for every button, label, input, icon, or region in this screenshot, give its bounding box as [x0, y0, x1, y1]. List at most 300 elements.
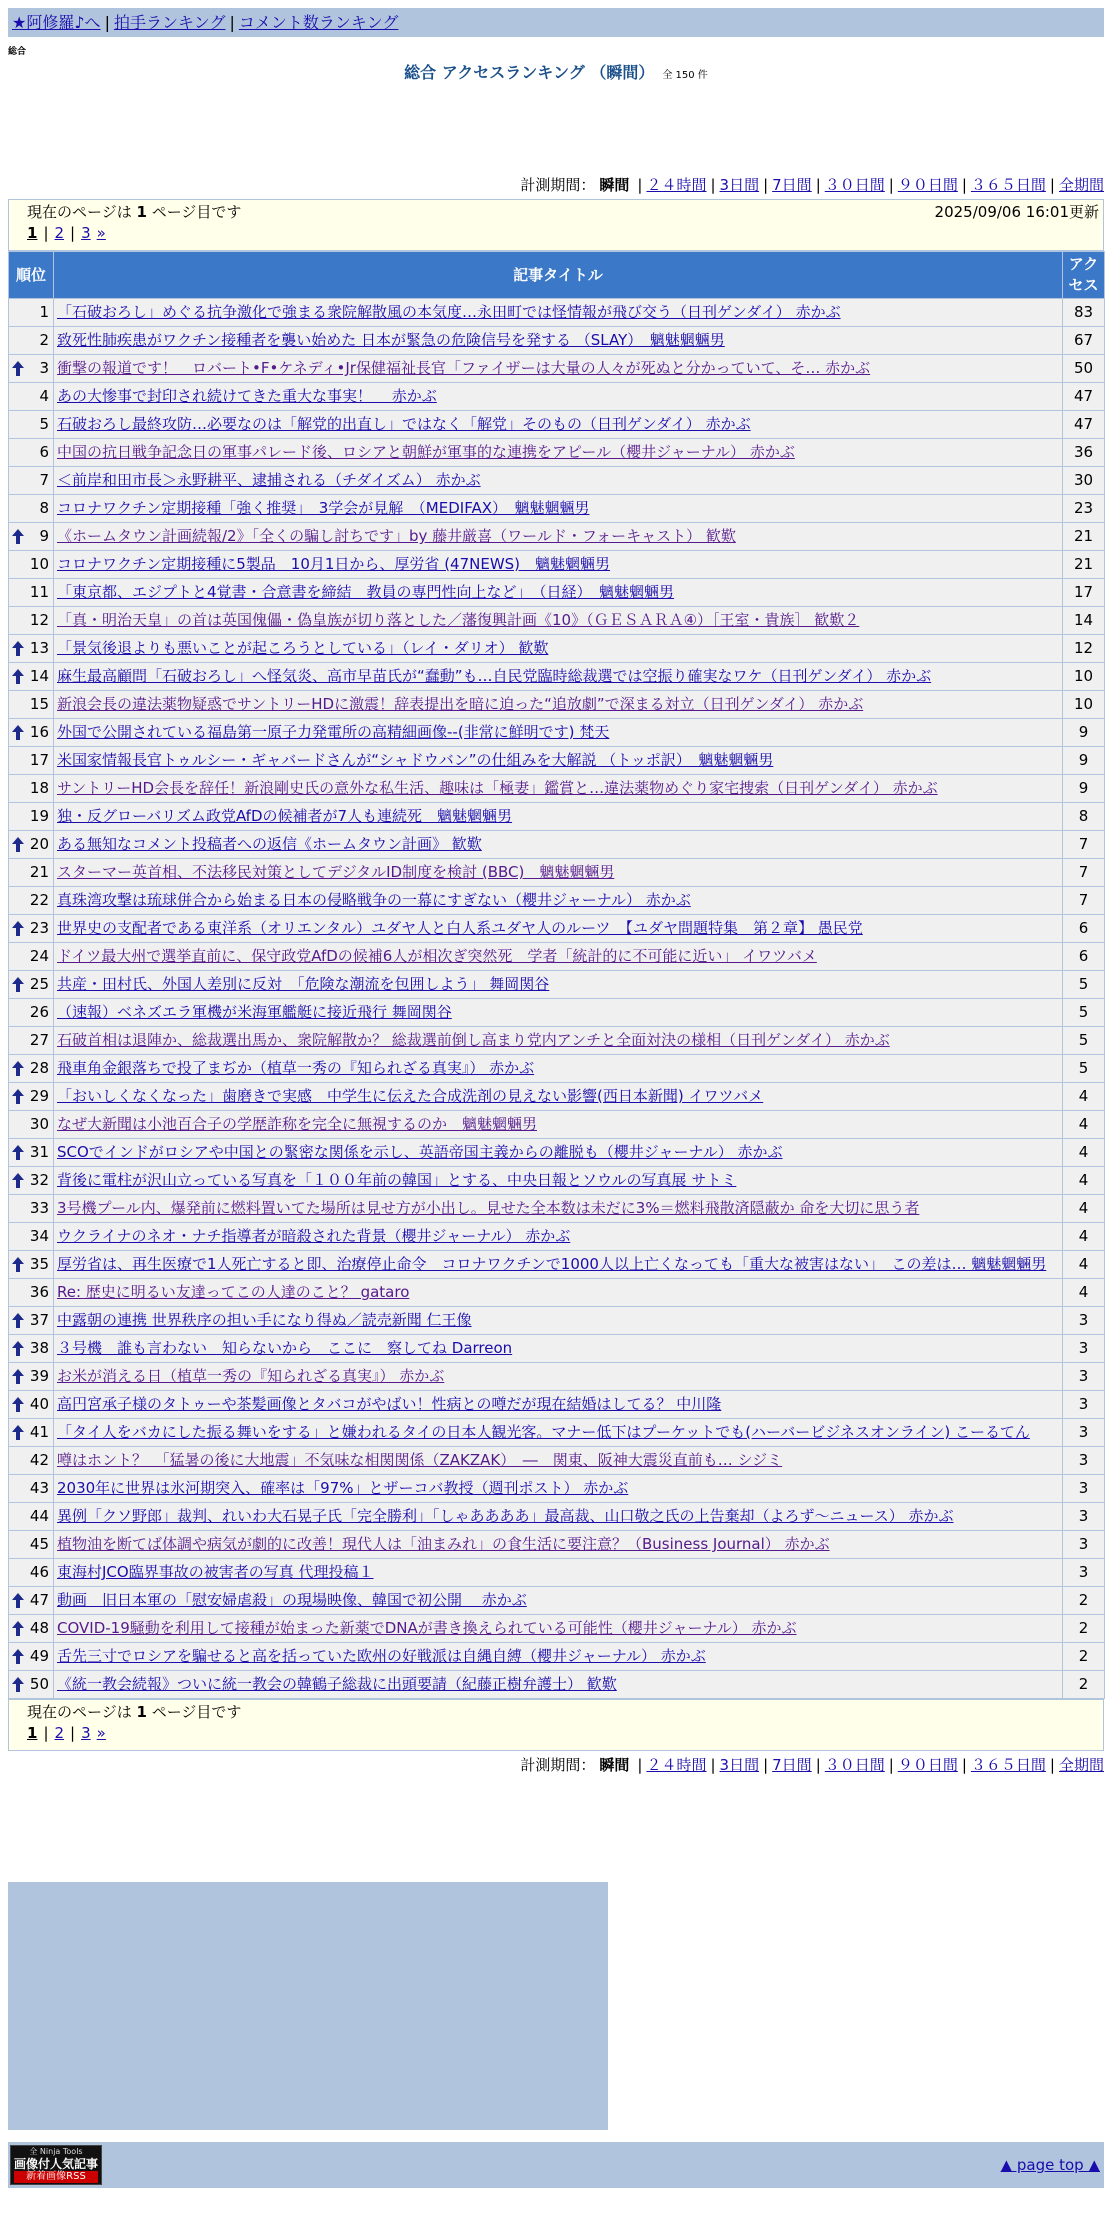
title-cell	[54, 859, 1063, 887]
table-row	[9, 355, 1105, 383]
article-title-link[interactable]: コロナワクチン定期接種「強く推奨」 3学会が見解 （MEDIFAX） 魑魅魍魎男	[57, 499, 590, 517]
access-count: 2	[1063, 1615, 1105, 1643]
article-title-link[interactable]: 「石破おろし」めぐる抗争激化で強まる衆院解散風の本気度…永田町では怪情報が飛び交う（日刊ゲンダイ） 赤かぶ	[57, 303, 841, 321]
table-row	[9, 1643, 1105, 1671]
page-info-bottom	[8, 1699, 1104, 1751]
table-row	[9, 1279, 1105, 1307]
rank-number: 45	[29, 1535, 49, 1553]
article-title-link[interactable]: 真珠湾攻撃は琉球併合から始まる日本の侵略戦争の一幕にすぎない（櫻井ジャーナル） 赤かぶ	[57, 891, 691, 909]
article-title-link[interactable]: （速報）ベネズエラ軍機が米海軍艦艇に接近飛行 舞岡関谷	[57, 1003, 452, 1021]
rank-number: 41	[29, 1423, 49, 1441]
access-count: 47	[1063, 411, 1105, 439]
article-title-link[interactable]: ３号機 誰も言わない 知らないから ここに 察してね Darreon	[57, 1339, 513, 1357]
table-row	[9, 1251, 1105, 1279]
table-row	[9, 1475, 1105, 1503]
table-row	[9, 1195, 1105, 1223]
article-title-link[interactable]: 飛車角金銀落ちで投了まぢか（植草一秀の『知られざる真実』） 赤かぶ	[57, 1059, 535, 1077]
rank-number: 31	[29, 1143, 49, 1161]
col-access-header: アクセス	[1063, 252, 1105, 299]
article-title-link[interactable]: 「タイ人をバカにした振る舞いをする」と嫌われるタイの日本人観光客。マナー低下はプーケットでも(ハーバービジネスオンライン) こーるてん	[57, 1423, 1030, 1441]
nav-comment-ranking-link[interactable]: コメント数ランキング	[238, 13, 399, 32]
rank-cell	[9, 1139, 54, 1167]
rank-number: 33	[29, 1199, 49, 1217]
title-cell	[54, 1391, 1063, 1419]
article-title-link[interactable]: 「真・明治天皇」の首は英国傀儡・偽皇族が切り落とした／藩復興計画《10》（ＧＥＳＡＲＡ④）［王室・貴族］ 歓歎２	[57, 611, 860, 629]
period-separator: |	[637, 176, 643, 194]
rank-number: 46	[29, 1563, 49, 1581]
period-link[interactable]: 3日間	[719, 1756, 760, 1774]
title-cell	[54, 887, 1063, 915]
period-separator: |	[888, 176, 894, 194]
article-title-link[interactable]: 米国家情報長官トゥルシー・ギャバードさんが“シャドウバン”の仕組みを大解説 （トッポ訳） 魑魅魍魎男	[57, 751, 774, 769]
article-title-link[interactable]: SCOでインドがロシアや中国との緊密な関係を示し、英語帝国主義からの離脱も（櫻井ジャーナル） 赤かぶ	[57, 1143, 783, 1161]
article-title-link[interactable]: 石破首相は退陣か、総裁選出馬か、衆院解散か？ 総裁選前倒し高まり党内アンチと全面対決の様相（日刊ゲンダイ） 赤かぶ	[57, 1031, 890, 1049]
period-separator: |	[1049, 1756, 1055, 1774]
rank-number: 27	[29, 1031, 49, 1049]
period-separator: |	[961, 1756, 967, 1774]
rank-cell	[9, 383, 54, 411]
article-title-link[interactable]: 中露朝の連携 世界秩序の担い手になり得ぬ／読売新聞 仁王像	[57, 1311, 472, 1329]
title-cell	[54, 1363, 1063, 1391]
article-title-link[interactable]: 致死性肺疾患がワクチン接種者を襲い始めた 日本が緊急の危険信号を発する （SLAY） 魑魅魍魎男	[57, 331, 725, 349]
table-row	[9, 1503, 1105, 1531]
pager-current-page: 1	[27, 224, 38, 242]
access-count: 3	[1063, 1335, 1105, 1363]
access-count: 3	[1063, 1531, 1105, 1559]
rank-cell	[9, 439, 54, 467]
access-count: 50	[1063, 355, 1105, 383]
table-row	[9, 635, 1105, 663]
rank-number: 2	[39, 331, 49, 349]
article-title-link[interactable]: ウクライナのネオ・ナチ指導者が暗殺された背景（櫻井ジャーナル） 赤かぶ	[57, 1227, 571, 1245]
table-row	[9, 1531, 1105, 1559]
rank-up-arrow-icon	[12, 1677, 24, 1692]
access-count: 4	[1063, 1111, 1105, 1139]
rank-cell	[9, 1447, 54, 1475]
period-separator: |	[710, 1756, 716, 1774]
nav-clap-ranking-link[interactable]: 拍手ランキング	[113, 13, 226, 32]
title-cell	[54, 607, 1063, 635]
page-info-text: 現在のページは 1 ページ目です	[27, 203, 242, 221]
article-title-link[interactable]: 動画 旧日本軍の「慰安婦虐殺」の現場映像、韓国で初公開 赤かぶ	[57, 1591, 527, 1609]
rank-cell	[9, 1055, 54, 1083]
pager-page-link[interactable]: 2	[54, 1724, 65, 1742]
pager-current-page: 1	[27, 1724, 38, 1742]
table-row	[9, 1167, 1105, 1195]
title-cell	[54, 635, 1063, 663]
article-title-link[interactable]: スターマー英首相、不法移民対策としてデジタルID制度を検討 (BBC) 魑魅魍魎男	[57, 863, 615, 881]
rank-cell	[9, 831, 54, 859]
rank-up-arrow-icon	[12, 1145, 24, 1160]
period-link[interactable]: 7日間	[772, 1756, 812, 1774]
access-count: 5	[1063, 1055, 1105, 1083]
pager-page-link[interactable]: 3	[81, 224, 91, 242]
rank-cell	[9, 1307, 54, 1335]
table-row	[9, 775, 1105, 803]
article-title-link[interactable]: 東海村JCO臨界事故の被害者の写真 代理投稿１	[57, 1563, 374, 1581]
title-cell	[54, 579, 1063, 607]
title-cell	[54, 663, 1063, 691]
table-row	[9, 1139, 1105, 1167]
title-cell	[54, 1615, 1063, 1643]
article-title-link[interactable]: 高円宮承子様のタトゥーや茶髪画像とタバコがやばい！性病との噂だが現在結婚はしてる？ 中川隆	[57, 1395, 722, 1413]
title-cell	[54, 831, 1063, 859]
table-row	[9, 327, 1105, 355]
access-count: 6	[1063, 915, 1105, 943]
access-count: 12	[1063, 635, 1105, 663]
table-row	[9, 1587, 1105, 1615]
table-row	[9, 439, 1105, 467]
rank-cell	[9, 1279, 54, 1307]
table-row	[9, 383, 1105, 411]
access-count: 3	[1063, 1391, 1105, 1419]
title-cell	[54, 1531, 1063, 1559]
rank-number: 37	[29, 1311, 49, 1329]
access-count: 83	[1063, 299, 1105, 327]
period-separator: |	[637, 1756, 643, 1774]
rank-number: 17	[29, 751, 49, 769]
article-title-link[interactable]: 《ホームタウン計画続報/2》「全くの騙し討ちです」by 藤井厳喜（ワールド・フォーキャスト） 歓歎	[57, 527, 736, 545]
article-title-link[interactable]: 噂はホント？ 「猛暑の後に大地震」不気味な相関関係（ZAKZAK） ― 関東、阪神大震災直前も… シジミ	[57, 1451, 783, 1469]
access-count: 3	[1063, 1307, 1105, 1335]
rank-cell	[9, 607, 54, 635]
article-title-link[interactable]: なぜ大新聞は小池百合子の学歴詐称を完全に無視するのか 魑魅魍魎男	[57, 1115, 538, 1133]
rank-number: 12	[29, 611, 49, 629]
title-cell	[54, 299, 1063, 327]
rank-up-arrow-icon	[12, 529, 24, 544]
access-count: 6	[1063, 943, 1105, 971]
rank-number: 23	[29, 919, 49, 937]
table-row	[9, 1559, 1105, 1587]
rank-cell	[9, 1335, 54, 1363]
rank-number: 50	[29, 1675, 49, 1693]
title-cell	[54, 999, 1063, 1027]
rank-number: 14	[29, 667, 49, 685]
period-link[interactable]: ３０日間	[824, 176, 885, 194]
period-separator: |	[888, 1756, 894, 1774]
access-count: 3	[1063, 1363, 1105, 1391]
rank-cell	[9, 1251, 54, 1279]
article-title-link[interactable]: 舌先三寸でロシアを騙せると高を括っていた欧州の好戦派は自縄自縛（櫻井ジャーナル） 赤かぶ	[57, 1647, 706, 1665]
title-cell	[54, 943, 1063, 971]
nav-separator: |	[104, 13, 110, 32]
access-count: 4	[1063, 1139, 1105, 1167]
access-count: 8	[1063, 803, 1105, 831]
access-count: 5	[1063, 1027, 1105, 1055]
rank-number: 35	[29, 1255, 49, 1273]
table-row	[9, 663, 1105, 691]
rank-cell	[9, 1167, 54, 1195]
access-count: 3	[1063, 1503, 1105, 1531]
rank-number: 18	[29, 779, 49, 797]
article-title-link[interactable]: 「東京都、エジプトと4覚書・合意書を締結 教員の専門性向上など」 （日経） 魑魅魍魎男	[57, 583, 675, 601]
pager-top	[27, 223, 1085, 244]
title-cell	[54, 915, 1063, 943]
table-row	[9, 299, 1105, 327]
title-cell	[54, 1223, 1063, 1251]
pager-page-link[interactable]: 3	[81, 1724, 91, 1742]
rank-cell	[9, 691, 54, 719]
rank-up-arrow-icon	[12, 1313, 24, 1328]
access-count: 4	[1063, 1083, 1105, 1111]
period-link[interactable]: ３６５日間	[970, 1756, 1046, 1774]
rank-up-arrow-icon	[12, 1341, 24, 1356]
title-cell	[54, 1055, 1063, 1083]
period-link[interactable]: 全期間	[1058, 176, 1104, 194]
table-row	[9, 1447, 1105, 1475]
title-cell	[54, 1587, 1063, 1615]
article-title-link[interactable]: 異例「クソ野郎」裁判、れいわ大石晃子氏「完全勝利」「しゃああああ」最高裁、山口敬之氏の上告棄却（よろず〜ニュース） 赤かぶ	[57, 1507, 954, 1525]
table-header-row	[9, 252, 1105, 299]
article-title-link[interactable]: 《統一教会続報》ついに統一教会の韓鶴子総裁に出頭要請（紀藤正樹弁護士） 歓歎	[57, 1675, 617, 1693]
rank-cell	[9, 411, 54, 439]
article-title-link[interactable]: 石破おろし最終攻防…必要なのは「解党的出直し」ではなく「解党」そのもの（日刊ゲンダイ） 赤かぶ	[57, 415, 751, 433]
access-count: 36	[1063, 439, 1105, 467]
table-row	[9, 747, 1105, 775]
access-count: 7	[1063, 859, 1105, 887]
pager-next-link[interactable]: »	[96, 224, 106, 242]
article-title-link[interactable]: 「おいしくなくなった」歯磨きで実感 中学生に伝えた合成洗剤の見えない影響(西日本新聞) イワツバメ	[57, 1087, 764, 1105]
page-info-text: 現在のページは 1 ページ目です	[27, 1703, 242, 1721]
article-title-link[interactable]: 2030年に世界は氷河期突入、確率は「97%」とザーコバ教授（週刊ポスト） 赤かぶ	[57, 1479, 629, 1497]
article-title-link[interactable]: Re: 歴史に明るい友達ってこの人達のこと？ gataro	[57, 1283, 410, 1301]
page-top-link[interactable]: ▲ page top ▲	[1000, 2156, 1100, 2174]
article-title-link[interactable]: 植物油を断てば体調や病気が劇的に改善！現代人は「油まみれ」の食生活に要注意？（Business Journal） 赤かぶ	[57, 1535, 830, 1553]
period-separator: |	[815, 176, 821, 194]
pager-separator: |	[70, 1724, 76, 1742]
article-title-link[interactable]: ある無知なコメント投稿者への返信《ホームタウン計画》 歓歎	[57, 835, 482, 853]
col-rank-header: 順位	[9, 252, 54, 299]
article-title-link[interactable]: 外国で公開されている福島第一原子力発電所の高精細画像--(非常に鮮明です) 梵天	[57, 723, 610, 741]
period-separator: |	[815, 1756, 821, 1774]
table-row	[9, 887, 1105, 915]
table-row	[9, 999, 1105, 1027]
article-title-link[interactable]: ドイツ最大州で選挙直前に、保守政党AfDの候補6人が相次ぎ突然死 学者「統計的に不可能に近い」 イワツバメ	[57, 947, 817, 965]
title-cell	[54, 1503, 1063, 1531]
access-count: 4	[1063, 1251, 1105, 1279]
article-title-link[interactable]: 衝撃の報道です！ ロバート•F•ケネディ•Jr保健福祉長官「ファイザーは大量の人々が死ぬと分かっていて、そ… 赤かぶ	[57, 359, 871, 377]
title-cell	[54, 439, 1063, 467]
rank-number: 8	[39, 499, 49, 517]
rank-cell	[9, 1363, 54, 1391]
rank-cell	[9, 775, 54, 803]
access-count: 2	[1063, 1643, 1105, 1671]
rank-cell	[9, 999, 54, 1027]
rank-number: 28	[29, 1059, 49, 1077]
table-row	[9, 1027, 1105, 1055]
access-count: 21	[1063, 551, 1105, 579]
article-title-link[interactable]: 厚労省は、再生医療で1人死亡すると即、治療停止命令 コロナワクチンで1000人以上亡くなっても「重大な被害はない」 この差は… 魑魅魍魎男	[57, 1255, 1047, 1273]
rank-number: 42	[29, 1451, 49, 1469]
title-cell	[54, 1559, 1063, 1587]
table-row	[9, 803, 1105, 831]
ranking-body	[9, 299, 1105, 1699]
table-row	[9, 495, 1105, 523]
rank-number: 36	[29, 1283, 49, 1301]
rank-cell	[9, 943, 54, 971]
period-link[interactable]: ３０日間	[824, 1756, 885, 1774]
rank-cell	[9, 915, 54, 943]
table-row	[9, 411, 1105, 439]
title-cell	[54, 495, 1063, 523]
title-cell	[54, 1083, 1063, 1111]
title-cell	[54, 691, 1063, 719]
title-cell	[54, 971, 1063, 999]
rank-cell	[9, 327, 54, 355]
article-title-link[interactable]: あの大惨事で封印され続けてきた重大な事実！ 赤かぶ	[57, 387, 437, 405]
rank-up-arrow-icon	[12, 669, 24, 684]
title-cell	[54, 1111, 1063, 1139]
rank-number: 3	[39, 359, 49, 377]
article-title-link[interactable]: 独・反グローバリズム政党AfDの候補者が7人も連続死 魑魅魍魎男	[57, 807, 513, 825]
table-row	[9, 1307, 1105, 1335]
rank-number: 26	[29, 1003, 49, 1021]
table-row	[9, 691, 1105, 719]
access-count: 4	[1063, 1195, 1105, 1223]
rank-up-arrow-icon	[12, 725, 24, 740]
table-row	[9, 1615, 1105, 1643]
table-row	[9, 1083, 1105, 1111]
rank-number: 9	[39, 527, 49, 545]
access-count: 17	[1063, 579, 1105, 607]
access-count: 9	[1063, 719, 1105, 747]
table-row	[9, 971, 1105, 999]
period-separator: |	[710, 176, 716, 194]
pager-next-link[interactable]: »	[96, 1724, 106, 1742]
rank-cell	[9, 1419, 54, 1447]
period-link[interactable]: ３６５日間	[970, 176, 1046, 194]
access-count: 3	[1063, 1419, 1105, 1447]
pager-bottom	[27, 1723, 1085, 1744]
title-cell	[54, 411, 1063, 439]
article-title-link[interactable]: コロナワクチン定期接種に5製品 10月1日から、厚労省 (47NEWS) 魑魅魍魎男	[57, 555, 611, 573]
access-count: 21	[1063, 523, 1105, 551]
rank-number: 44	[29, 1507, 49, 1525]
article-title-link[interactable]: 新浪会長の違法薬物疑惑でサントリーHDに激震！辞表提出を暗に迫った“追放劇”で深まる対立（日刊ゲンダイ） 赤かぶ	[57, 695, 864, 713]
rank-number: 22	[29, 891, 49, 909]
article-title-link[interactable]: 中国の抗日戦争記念日の軍事パレード後、ロシアと朝鮮が軍事的な連携をアピール（櫻井ジャーナル） 赤かぶ	[57, 443, 795, 461]
period-link[interactable]: ２４時間	[646, 1756, 707, 1774]
period-link[interactable]: 全期間	[1058, 1756, 1104, 1774]
total-count: 全 150 件	[662, 70, 708, 81]
rank-up-arrow-icon	[12, 1621, 24, 1636]
table-row	[9, 1391, 1105, 1419]
col-title-header: 記事タイトル	[54, 252, 1063, 299]
table-row	[9, 1223, 1105, 1251]
rank-cell	[9, 1195, 54, 1223]
ad-area	[8, 1882, 608, 2130]
article-title-link[interactable]: 世界史の支配者である東洋系（オリエンタル）ユダヤ人と白人系ユダヤ人のルーツ 【ユダヤ問題特集 第２章】 愚民党	[57, 919, 863, 937]
rank-number: 10	[29, 555, 49, 573]
rank-cell	[9, 1587, 54, 1615]
article-title-link[interactable]: 麻生最高顧問「石破おろし」へ怪気炎、高市早苗氏が“蠢動”も…自民党臨時総裁選では空振り確実なワケ（日刊ゲンダイ） 赤かぶ	[57, 667, 932, 685]
rank-number: 25	[29, 975, 49, 993]
access-count: 14	[1063, 607, 1105, 635]
period-link[interactable]: ９０日間	[897, 1756, 958, 1774]
rank-number: 30	[29, 1115, 49, 1133]
rank-up-arrow-icon	[12, 1593, 24, 1608]
rank-number: 48	[29, 1619, 49, 1637]
rank-number: 21	[29, 863, 49, 881]
top-nav	[8, 8, 1104, 37]
rank-cell	[9, 887, 54, 915]
rank-cell	[9, 1111, 54, 1139]
period-label: 計測期間：	[520, 1756, 596, 1774]
table-row	[9, 1111, 1105, 1139]
access-count: 7	[1063, 831, 1105, 859]
period-link[interactable]: ９０日間	[897, 176, 958, 194]
rank-number: 19	[29, 807, 49, 825]
pager-separator: |	[43, 224, 49, 242]
period-label: 計測期間：	[520, 176, 596, 194]
access-count: 2	[1063, 1671, 1105, 1699]
access-count: 5	[1063, 999, 1105, 1027]
article-title-link[interactable]: COVID-19騒動を利用して接種が始まった新薬でDNAが書き換えられている可能性（櫻井ジャーナル） 赤かぶ	[57, 1619, 797, 1637]
period-link[interactable]: ２４時間	[646, 176, 707, 194]
table-row	[9, 1671, 1105, 1699]
rank-up-arrow-icon	[12, 1089, 24, 1104]
breadcrumb: 総合	[8, 47, 27, 57]
table-row	[9, 579, 1105, 607]
access-count: 3	[1063, 1559, 1105, 1587]
article-title-link[interactable]: 3号機プール内、爆発前に燃料置いてた場所は見せ方が小出し。見せた全本数は未だに3%＝燃料飛散済隠蔽か 命を大切に思う者	[57, 1199, 920, 1217]
period-link[interactable]: 3日間	[719, 176, 760, 194]
rank-number: 32	[29, 1171, 49, 1189]
period-link[interactable]: 7日間	[772, 176, 812, 194]
rank-up-arrow-icon	[12, 1397, 24, 1412]
nav-separator: |	[229, 13, 235, 32]
pager-page-link[interactable]: 2	[54, 224, 65, 242]
rank-number: 24	[29, 947, 49, 965]
period-current: 瞬間	[599, 1756, 630, 1774]
table-row	[9, 1055, 1105, 1083]
article-title-link[interactable]: ＜前岸和田市長＞永野耕平、逮捕される（チダイズム） 赤かぶ	[57, 471, 481, 489]
rank-cell	[9, 803, 54, 831]
access-count: 30	[1063, 467, 1105, 495]
article-title-link[interactable]: 「景気後退よりも悪いことが起ころうとしている」（レイ・ダリオ） 歓歎	[57, 639, 549, 657]
article-title-link[interactable]: 共産・田村氏、外国人差別に反対 「危険な潮流を包囲しよう」 舞岡関谷	[57, 975, 550, 993]
rank-number: 11	[29, 583, 49, 601]
rank-cell	[9, 971, 54, 999]
rank-cell	[9, 1643, 54, 1671]
rank-cell	[9, 1503, 54, 1531]
access-count: 10	[1063, 663, 1105, 691]
rank-number: 13	[29, 639, 49, 657]
article-title-link[interactable]: お米が消える日（植草一秀の『知られざる真実』） 赤かぶ	[57, 1367, 445, 1385]
table-row	[9, 915, 1105, 943]
title-cell	[54, 1251, 1063, 1279]
rank-cell	[9, 1615, 54, 1643]
access-count: 4	[1063, 1279, 1105, 1307]
title-cell	[54, 1027, 1063, 1055]
article-title-link[interactable]: 背後に電柱が沢山立っている写真を「１００年前の韓国」とする、中央日報とソウルの写真展 サトミ	[57, 1171, 737, 1189]
rank-number: 4	[39, 387, 49, 405]
table-row	[9, 523, 1105, 551]
pager-separator: |	[43, 1724, 49, 1742]
rank-number: 16	[29, 723, 49, 741]
table-row	[9, 831, 1105, 859]
rank-up-arrow-icon	[12, 1257, 24, 1272]
rank-cell	[9, 1223, 54, 1251]
ninja-tools-logo[interactable]: 全 Ninja Tools 画像付人気記事 新着画像RSS	[10, 2145, 102, 2185]
article-title-link[interactable]: サントリーHD会長を辞任！新浪剛史氏の意外な私生活、趣味は「極妻」鑑賞と…違法薬物めぐり家宅捜索（日刊ゲンダイ） 赤かぶ	[57, 779, 938, 797]
period-separator: |	[763, 1756, 769, 1774]
nav-home-link[interactable]: ★阿修羅♪へ	[12, 13, 101, 32]
table-row	[9, 551, 1105, 579]
rank-number: 7	[39, 471, 49, 489]
rank-cell	[9, 1531, 54, 1559]
title-cell	[54, 1447, 1063, 1475]
